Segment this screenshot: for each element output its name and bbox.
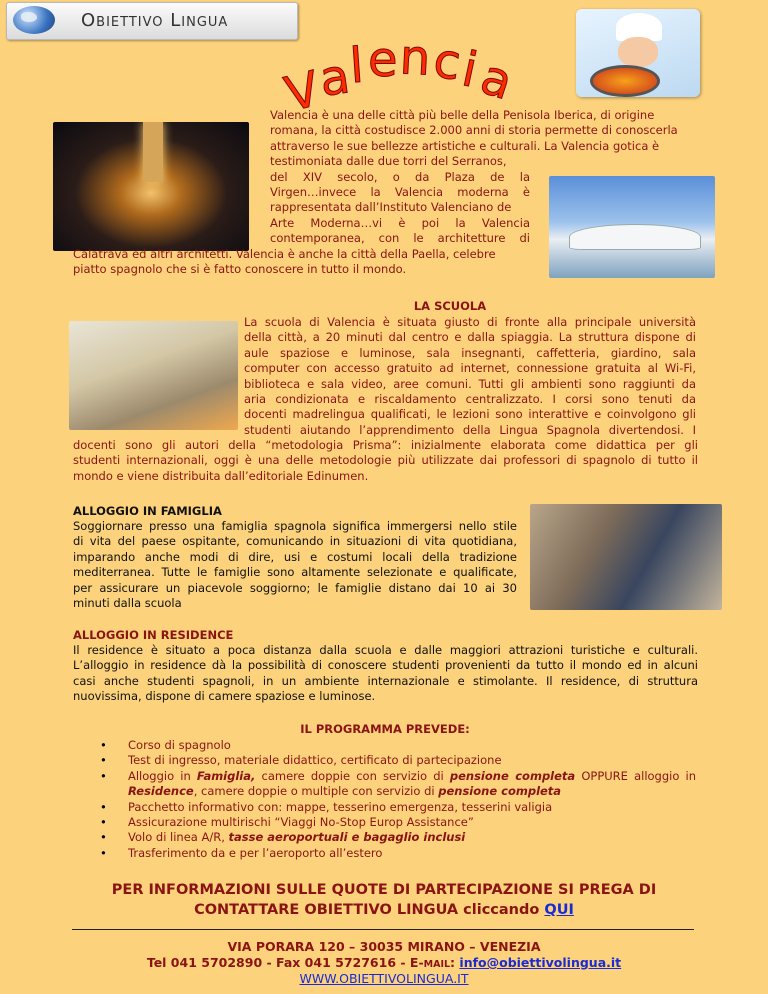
text-line: mediterranea. Tutte le famiglie sono altamente selezionate e qualificate, — [73, 565, 517, 580]
text-line: per assicurare un piacevole soggiorno; le famiglie distano dai 10 ai 30 — [73, 580, 517, 595]
list-item: • Corso di spagnolo — [128, 738, 696, 753]
globe-icon — [13, 6, 55, 34]
programma-heading: IL PROGRAMMA PREVEDE: — [300, 722, 470, 736]
text-line: minuti dalla scuola — [73, 596, 182, 611]
text-line: rappresentata dall’Instituto Valenciano de — [270, 200, 512, 215]
list-item: • Test di ingresso, materiale didattico, certificato di partecipazione — [128, 753, 696, 768]
text-line: piatto spagnolo che si è fatto conoscere in tutto il mondo. — [73, 262, 407, 277]
item-text: camere doppie con servizio di — [255, 768, 450, 783]
item-emphasis: pensione completa — [449, 768, 576, 783]
cta-text: CONTATTARE OBIETTIVO LINGUA cliccando — [194, 902, 545, 918]
footer-website-row — [60, 971, 708, 987]
item-emphasis: tasse aeroportuali e bagaglio inclusi — [228, 830, 466, 845]
text-line: La scuola di Valencia è situata giusto di fronte alla principale università — [244, 315, 696, 329]
item-emphasis: Famiglia, — [196, 768, 256, 783]
text-line: nuovissima, dispone di camere spaziose e luminose. — [73, 689, 376, 704]
title-letter: V — [279, 60, 326, 124]
text-line: mondo e viene distribuita dall’editoriale Edinumen. — [73, 468, 369, 483]
footer-phones: Tel 041 5702890 - Fax 041 5727616 - — [146, 955, 410, 970]
email-label: MAIL — [423, 959, 451, 970]
text-line: studenti aiutando l’apprendimento della Lingua Spagnola divertendosi. I — [244, 422, 696, 437]
item-emphasis: Residence — [128, 784, 194, 799]
list-item: • Trasferimento da e per l’aeroporto all’estero — [128, 846, 696, 861]
valencia-night-photo — [53, 122, 249, 251]
list-item: • Assicurazione multirischi “Viaggi No-Stop Europ Assistance” — [128, 815, 696, 830]
programma-list — [128, 738, 696, 861]
title-letter: e — [368, 32, 398, 88]
text-line: L’alloggio in residence dà la possibilità di conoscere studenti provenienti da tutto il mondo ed in alcuni — [73, 658, 698, 673]
brand-name: Obiettivo Lingua — [81, 10, 229, 31]
brand-logo — [6, 2, 298, 40]
text-line: aria condizionata e riscaldamento centralizzato. I corsi sono tenuti da — [244, 392, 696, 407]
chef-paella-illustration — [576, 9, 700, 97]
text-line: casi anche studenti spagnoli, in un ambiente internazionale e stimolante. Il residence, di struttura — [73, 673, 698, 688]
residence-paragraph — [73, 643, 698, 705]
residence-heading: ALLOGGIO IN RESIDENCE — [73, 628, 234, 642]
text-line: aule spaziose e luminose, sala insegnanti, caffetteria, giardino, sala — [244, 345, 696, 360]
footer-address: VIA PORARA 120 – 30035 MIRANO – VENEZIA — [227, 939, 541, 954]
item-text: , camere doppie o multiple con servizio di — [193, 784, 439, 799]
text-line: Virgen…invece la Valencia moderna è — [270, 185, 530, 200]
text-line: Il residence è situato a poca distanza dalla scuola e dalle maggiori attrazioni turistiche e culturali. — [73, 643, 698, 657]
title-letter: c — [430, 32, 465, 92]
text-line: della città, a 20 minuti dal centro e dalla spiaggia. La struttura dispone di — [244, 330, 696, 345]
title-letter: n — [398, 29, 432, 87]
text-line: Valencia è una delle città più belle della Penisola Iberica, di origine — [270, 108, 655, 122]
intro-paragraph-bottom — [73, 247, 543, 278]
chef-face-icon — [618, 37, 658, 67]
text-line: romana, la città costudisce 2.000 anni di storia permette di conoscerla — [270, 123, 678, 138]
famiglia-heading: ALLOGGIO IN FAMIGLIA — [73, 504, 222, 518]
text-line: attraverso le sue bellezze artistiche e culturali. La Valencia gotica è — [270, 138, 660, 153]
item-text: Volo di linea A/R, — [128, 830, 229, 845]
title-letter: l — [348, 37, 366, 95]
text-line: di vita del paese ospitante, comunicando in situazioni di vita quotidiana, — [73, 534, 517, 549]
qui-link[interactable]: QUI — [544, 902, 574, 918]
scuola-paragraph-bottom — [73, 438, 698, 484]
list-item: • Pacchetto informativo con: mappe, tesserino emergenza, tesserini valigia — [128, 800, 696, 815]
text-line: imparando anche modi di dire, usi e costumi locali della tradizione — [73, 549, 517, 564]
cta-block — [60, 880, 708, 920]
email-link[interactable]: info@obiettivolingua.it — [459, 955, 622, 970]
item-text: Alloggio in — [128, 768, 197, 783]
text-line: computer con accesso gratuito ad internet, connessione gratuita al Wi-Fi, — [244, 361, 696, 376]
text-line: studenti internazionali, oggi è una delle metodologie più utilizzate dai professori di spagnolo di tutto il — [73, 453, 698, 468]
scuola-heading: LA SCUOLA — [413, 299, 487, 313]
footer-contacts — [60, 955, 708, 973]
list-item — [128, 769, 696, 800]
famiglia-paragraph — [73, 519, 517, 611]
email-prefix: E- — [409, 955, 424, 970]
scuola-paragraph-top — [244, 315, 696, 438]
text-line: docenti sono gli autori della “metodologia Prisma”: inizialmente elaborata come didattica per gli — [73, 438, 698, 452]
text-line: Arte Moderna…vi è poi la Valencia — [270, 215, 530, 230]
text-line: biblioteca e sala video, aree comuni. Tutti gli ambienti sono raggiunti da — [244, 376, 696, 391]
website-link[interactable]: WWW.OBIETTIVOLINGUA.IT — [299, 971, 469, 986]
text-line: Soggiornare presso una famiglia spagnola significa immergersi nello stile — [73, 519, 517, 533]
host-family-photo — [530, 504, 722, 610]
intro-paragraph-top — [270, 108, 696, 247]
email-colon: : — [450, 955, 460, 970]
item-text: OPPURE alloggio in — [575, 768, 697, 783]
text-line: docenti madrelingua qualificati, le lezioni sono interattive e coinvolgono gli — [244, 407, 696, 422]
text-line: Calatrava ed altri architetti. Valencia è anche la città della Paella, celebre — [73, 247, 496, 261]
divider — [72, 929, 694, 930]
text-line: testimoniata dalle due torri del Serranos, — [270, 154, 507, 169]
title-letter: a — [474, 48, 520, 112]
school-students-photo — [69, 321, 238, 430]
text-line: del XIV secolo, o da Plaza de la — [270, 169, 530, 184]
list-item — [128, 830, 696, 845]
title-letter: a — [316, 48, 354, 108]
title-letter: i — [457, 41, 483, 99]
item-emphasis: pensione completa — [438, 784, 562, 799]
text-line: contemporanea, con le architetture di — [270, 231, 530, 246]
cta-line: PER INFORMAZIONI SULLE QUOTE DI PARTECIPAZIONE SI PREGA DI — [111, 882, 657, 898]
cta-line-2 — [60, 900, 708, 920]
paella-pan-icon — [590, 65, 660, 97]
